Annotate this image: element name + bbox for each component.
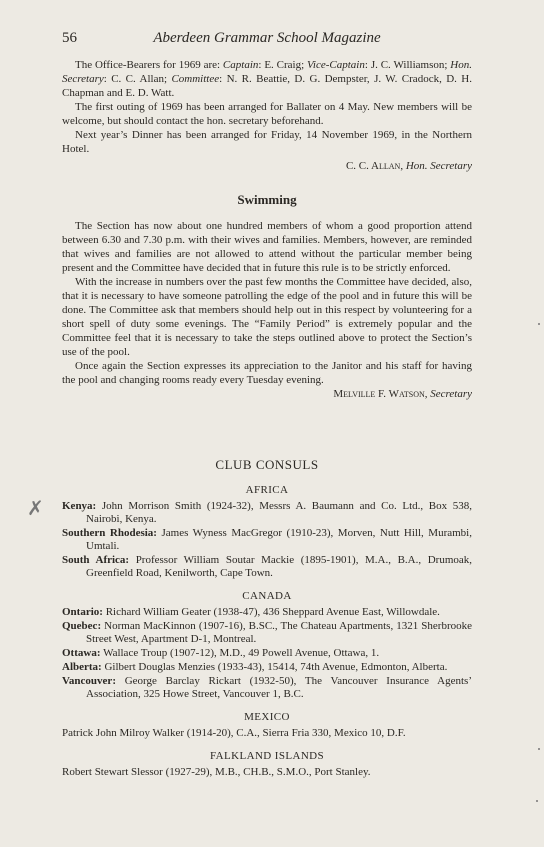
office-bearers-paragraph: The Office-Bearers for 1969 are: Captain: E. Craig; Vice-Captain: J. C. Williamson; Hon. Secretary: C. C. Allan; Committee: N. R. Beattie, D. G. Dempster, J. W. Cradock, D. H. Chapman and E. D. Watt. <box>62 59 472 99</box>
page-number: 56 <box>62 30 77 46</box>
region-heading-mexico: MEXICO <box>244 711 290 723</box>
consul-entry: Ottawa: Wallace Troup (1907-12), M.D., 49 Powell Avenue, Ottawa, 1. <box>62 647 380 659</box>
swimming-paragraph: The Section has now about one hundred members of whom a good proportion attend between 6.30 and 7.30 p.m. with their wives and families. Members, however, are reminded that wives and families are not allowed to attend without the particular member being present and the Committee have decided that in future this rule is to be strictly enforced. <box>62 220 472 274</box>
consul-entry: Vancouver: George Barclay Rickart (1932-50), The Vancouver Insurance Agents’ Association, 325 Howe Street, Vancouver 1, B.C. <box>62 675 472 700</box>
margin-dot <box>538 748 540 750</box>
swimming-paragraph: Once again the Section expresses its appreciation to the Janitor and his staff for having the pool and changing rooms ready every Tuesday evening. <box>62 360 472 386</box>
consul-entry: Alberta: Gilbert Douglas Menzies (1933-43), 15414, 74th Avenue, Edmonton, Alberta. <box>62 661 448 673</box>
margin-dot <box>536 800 538 802</box>
swimming-signature: Melville F. Watson, Secretary <box>333 388 472 400</box>
swimming-heading: Swimming <box>237 192 297 207</box>
region-heading-falkland-islands: FALKLAND ISLANDS <box>209 750 325 762</box>
consul-entry: Quebec: Norman MacKinnon (1907-16), B.SC., The Chateau Apartments, 1321 Sherbrooke Street West, Apartment D-1, Montreal. <box>62 620 472 645</box>
outing-paragraph: The first outing of 1969 has been arranged for Ballater on 4 May. New members will be welcome, but should contact the hon. secretary beforehand. <box>62 101 472 127</box>
dinner-paragraph: Next year’s Dinner has been arranged for Friday, 14 November 1969, in the Northern Hotel. <box>62 129 472 155</box>
consul-entry: Kenya: John Morrison Smith (1924-32), Messrs A. Baumann and Co. Ltd., Box 538, Nairobi, Kenya. <box>62 500 473 525</box>
consul-entry: Robert Stewart Slessor (1927-29), M.B., CH.B., S.M.O., Port Stanley. <box>62 766 371 778</box>
consul-entry: Patrick John Milroy Walker (1914-20), C.A., Sierra Fria 330, Mexico 10, D.F. <box>62 727 406 739</box>
region-heading-canada: CANADA <box>242 590 292 602</box>
handwritten-cross-mark: ✗ <box>27 496 44 520</box>
consul-entry: Ontario: Richard William Geater (1938-47), 436 Sheppard Avenue East, Willowdale. <box>62 606 440 618</box>
page-content <box>62 58 472 780</box>
consul-entry: South Africa: Professor William Soutar Mackie (1895-1901), M.A., B.A., Drumoak, Greenfield Road, Kenilworth, Cape Town. <box>62 554 473 579</box>
club-consuls-heading: CLUB CONSULS <box>215 457 319 472</box>
consul-entry: Southern Rhodesia: James Wyness MacGregor (1910-23), Morven, Nutt Hill, Murambi, Umtali. <box>62 527 472 552</box>
swimming-paragraph: With the increase in numbers over the past few months the Committee have decided, also, that it is necessary to have someone patrolling the edge of the pool and in future this will be done. The Committee ask that members should help out in this respect by volunteering for a short spell of duty some evenings. The “Family Period” is extremely popular and the Committee feel that it is necessary to take the steps outlined above to protect the Section’s use of the pool. <box>62 276 472 358</box>
page-header <box>62 30 472 50</box>
region-heading-africa: AFRICA <box>245 484 289 496</box>
journal-title: Aberdeen Grammar School Magazine <box>153 30 381 46</box>
golf-signature: C. C. Allan, Hon. Secretary <box>345 160 472 172</box>
margin-dot <box>538 323 540 325</box>
